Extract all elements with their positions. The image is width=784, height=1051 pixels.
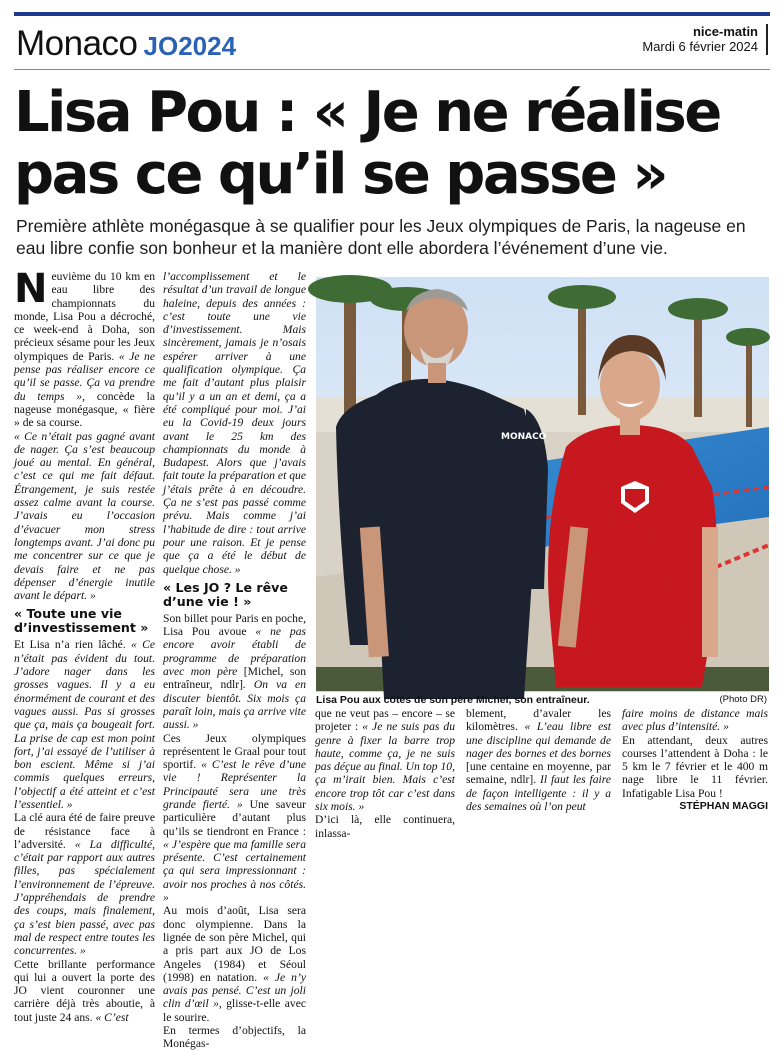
header-divider [14, 69, 770, 70]
standfirst: Première athlète monégasque à se qualifier pour les Jeux olympiques de Paris, la nageuse en eau libre confie son bonheur et la manière dont elle abordera l’événement d’une vie. [16, 216, 746, 258]
paragraph: l’accomplissement et le résultat d’un travail de longue haleine, depuis des années : c’est toute une vie d’investissement. Mais sincèrement, jamais je n’osais espérer arriver à une qualification olympique. Ça me fait d’autant plus plaisir qu’il y a un an et demi, ça a été compliqué pour moi. J’ai eu la Covid-19 deux jours avant le 25 km des championnats du monde à Budapest. Alors que j’avais fait toute la préparation et que j’étais prête à en découdre. Ça ne s’est pas passé comme prévu. Mais comme j’ai l’habitude de dire : tout arrive pour une raison. Et je pense que ça a été le début de quelque chose. » [163, 270, 306, 576]
paragraph: D’ici là, elle continuera, inlassa- [315, 813, 455, 840]
photo-illustration [316, 277, 769, 691]
drop-cap: N [14, 266, 48, 312]
paragraph: Et Lisa n’a rien lâché. « Ce n’était pas évident du tout. J’adore nager dans les grosses vagues. Il y a eu énormément de courant et des vagues aussi. Pas si grosses que ça, mais ça bougeait fort. La prise de cap est mon point fort, j’ai essayé de l’utiliser à bon escient. Même si j’ai commis quelques erreurs, l’objectif a été atteint et c’est l’essentiel. » [14, 638, 155, 811]
headline: Lisa Pou : « Je ne réalise pas ce qu’il se passe » [14, 80, 720, 207]
paragraph: blement, d’avaler les kilomètres. « L’eau libre est une discipline qui demande de nager des bornes et des bornes [une centaine en moyenne, par semaine, ndlr]. Il faut les faire de façon intelligente : il y a des semaines où l’on peut [466, 707, 612, 814]
paragraph: Au mois d’août, Lisa sera donc olympienne. Dans la lignée de son père Michel, qui a pris part aux JO de Los Angeles (1984) et Séoul (1998) en natation. « Je n’y avais pas pensé. C’est un joli clin d’œil », glisse-t-elle avec le sourire. [163, 904, 307, 1024]
paragraph: En termes d’objectifs, la Monégas- [163, 1024, 306, 1051]
column-3 [315, 707, 455, 840]
column-1 [14, 266, 155, 1024]
intertitle: « Toute une vie d’investissement » [14, 606, 149, 636]
paragraph: que ne veut pas – encore – se projeter : « Je ne suis pas du genre à fixer la barre trop haute, comme ça, je ne suis pas déçue au final. Un top 10, ça m’irait bien. Mais c’est encore trop tôt car c’est dans six mois. » [315, 707, 455, 814]
section-name: Monaco [16, 24, 138, 63]
paragraph: faire moins de distance mais avec plus d’intensité. » [622, 707, 768, 734]
paragraph: « Ce n’était pas gagné avant de nager. Ça s’est beaucoup joué au mental. En général, c’est ce qui me fait défaut. Étrangement, je suis restée assez calme avant la course. J’avais eu l’occasion d’évacuer mon stress longtemps avant. J’ai donc pu me concentrer sur ce que je devais faire et ne pas dépenser d’énergie inutile avant le départ. » [14, 429, 155, 603]
section-rubric [16, 24, 236, 64]
subsection-name: JO2024 [143, 31, 237, 61]
intertitle: « Les JO ? Le rêve d’une vie ! » [163, 579, 288, 609]
paragraph: La clé aura été de faire preuve de résistance face à l’adversité. « La difficulté, c’était par rapport aux autres filles, pas spécialement l’environnement de l’épreuve. J’appréhendais de prendre des coups, mais finalement, ça s’est bien passé, avec pas mal de respect entre toutes les concurrentes. » [14, 811, 155, 958]
paragraph: En attendant, deux autres courses l’attendent à Doha : le 5 km le 7 février et le 400 m nage libre le 11 février. Infatigable Lisa Pou ! [622, 733, 768, 800]
article-photo [316, 277, 769, 691]
column-2 [163, 270, 306, 1051]
paragraph: Cette brillante performance qui lui a ouvert la porte des JO vient couronner une carrière déjà très aboutie, à tout juste 24 ans. « C’est [14, 957, 155, 1024]
top-rule [14, 12, 770, 16]
shirt-text: MONACO [501, 432, 547, 442]
column-5 [622, 707, 768, 813]
author-signature: STÉPHAN MAGGI [679, 800, 768, 813]
masthead [642, 24, 768, 55]
newspaper-name: nice-matin [692, 24, 758, 39]
photo-credit: (Photo DR) [719, 694, 767, 705]
paragraph: Neuvième du 10 km en eau libre des championnats du monde, Lisa Pou a décroché, ce week-end à Doha, son précieux sésame pour les Jeux olympiques de Paris. « Je ne pense pas réaliser encore ce qu’il se passe. Ça va prendre du temps », concède la nageuse monégasque, « fière » de sa course. [14, 266, 155, 430]
paragraph: Son billet pour Paris en poche, Lisa Pou avoue « ne pas encore avoir établi de programme de préparation avec mon père [Michel, son entraîneur, ndlr]. On va en discuter bientôt. Six mois ça paraît loin, mais ça arrive vite aussi. » [163, 611, 307, 732]
column-4 [466, 707, 611, 813]
photo-caption [316, 694, 769, 706]
issue-date: Mardi 6 février 2024 [642, 39, 758, 54]
caption-text: Lisa Pou aux côtés de son père Michel, son entraîneur. [316, 694, 590, 706]
paragraph: Ces Jeux olympiques représentent le Graal pour tout sportif. « C’est le rêve d’une vie ! Représenter la Principauté sera une très grande fierté. » Une saveur particulière d’autant plus qu’ils se tiendront en France : « J’espère que ma famille sera présente. C’est certainement ça qui sera impressionnant : avoir nos proches à nos côtés. » [163, 731, 306, 905]
